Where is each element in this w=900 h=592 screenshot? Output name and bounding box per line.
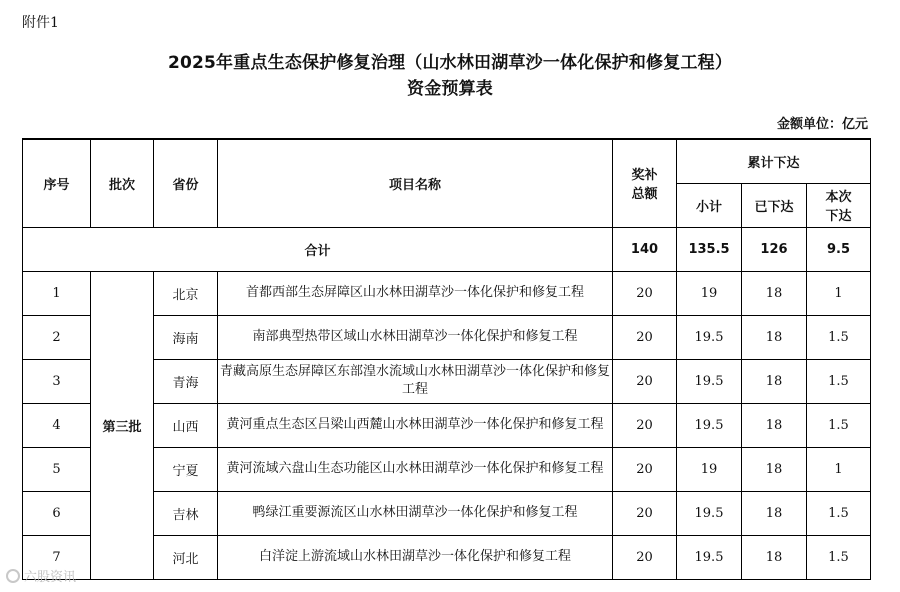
total-issued: 126 — [742, 227, 807, 271]
header-subsidy-total — [613, 139, 677, 227]
row-seq: 3 — [23, 359, 91, 403]
row-issued: 18 — [742, 359, 807, 403]
row-issued: 18 — [742, 315, 807, 359]
total-label: 合计 — [23, 227, 613, 271]
total-row — [23, 227, 871, 271]
total-current: 9.5 — [807, 227, 871, 271]
row-issued: 18 — [742, 535, 807, 579]
row-subsidy: 20 — [613, 447, 677, 491]
header-subsidy-line2: 总额 — [631, 187, 658, 203]
row-seq: 4 — [23, 403, 91, 447]
row-seq: 2 — [23, 315, 91, 359]
row-province: 海南 — [154, 315, 218, 359]
header-current — [807, 183, 871, 227]
header-subsidy-line1: 奖补 — [631, 168, 658, 184]
row-subsidy: 20 — [613, 491, 677, 535]
row-project: 黄河流域六盘山生态功能区山水林田湖草沙一体化保护和修复工程 — [218, 447, 613, 491]
row-current: 1.5 — [807, 535, 871, 579]
row-seq: 6 — [23, 491, 91, 535]
document-title: 2025年重点生态保护修复治理（山水林田湖草沙一体化保护和修复工程） — [167, 53, 733, 73]
row-subtotal: 19 — [677, 271, 742, 315]
row-seq: 7 — [23, 535, 91, 579]
row-project: 首都西部生态屏障区山水林田湖草沙一体化保护和修复工程 — [218, 271, 613, 315]
budget-table — [22, 138, 871, 580]
row-subtotal: 19.5 — [677, 535, 742, 579]
watermark-logo-icon — [6, 569, 20, 583]
table-row — [23, 271, 871, 315]
unit-label: 金额单位：亿元 — [776, 117, 868, 132]
row-issued: 18 — [742, 403, 807, 447]
row-province: 河北 — [154, 535, 218, 579]
attachment-label: 附件1 — [22, 15, 59, 31]
row-subsidy: 20 — [613, 315, 677, 359]
row-subsidy: 20 — [613, 271, 677, 315]
row-subtotal: 19.5 — [677, 491, 742, 535]
batch-cell: 第三批 — [91, 271, 154, 579]
header-current-line2: 下达 — [825, 209, 852, 224]
row-project: 鸭绿江重要源流区山水林田湖草沙一体化保护和修复工程 — [218, 491, 613, 535]
watermark — [6, 566, 76, 585]
row-subtotal: 19 — [677, 447, 742, 491]
document-subtitle: 资金预算表 — [407, 79, 493, 99]
row-current: 1 — [807, 447, 871, 491]
row-subtotal: 19.5 — [677, 403, 742, 447]
header-batch: 批次 — [91, 139, 154, 227]
row-project: 青藏高原生态屏障区东部湟水流域山水林田湖草沙一体化保护和修复工程 — [218, 359, 613, 403]
row-province: 北京 — [154, 271, 218, 315]
row-province: 山西 — [154, 403, 218, 447]
row-issued: 18 — [742, 447, 807, 491]
row-province: 宁夏 — [154, 447, 218, 491]
row-province: 吉林 — [154, 491, 218, 535]
row-seq: 1 — [23, 271, 91, 315]
row-subtotal: 19.5 — [677, 315, 742, 359]
header-current-line1: 本次 — [825, 190, 852, 205]
row-issued: 18 — [742, 271, 807, 315]
row-project: 南部典型热带区域山水林田湖草沙一体化保护和修复工程 — [218, 315, 613, 359]
row-subsidy: 20 — [613, 535, 677, 579]
watermark-text: 六股资讯 — [24, 570, 77, 585]
row-current: 1.5 — [807, 359, 871, 403]
row-subsidy: 20 — [613, 359, 677, 403]
header-subtotal: 小计 — [677, 183, 742, 227]
row-subsidy: 20 — [613, 403, 677, 447]
row-province: 青海 — [154, 359, 218, 403]
row-current: 1.5 — [807, 403, 871, 447]
header-cumulative: 累计下达 — [677, 139, 871, 183]
header-seq: 序号 — [23, 139, 91, 227]
total-subtotal: 135.5 — [677, 227, 742, 271]
row-project: 黄河重点生态区吕梁山西麓山水林田湖草沙一体化保护和修复工程 — [218, 403, 613, 447]
row-current: 1.5 — [807, 315, 871, 359]
header-province: 省份 — [154, 139, 218, 227]
row-current: 1.5 — [807, 491, 871, 535]
row-issued: 18 — [742, 491, 807, 535]
row-project: 白洋淀上游流域山水林田湖草沙一体化保护和修复工程 — [218, 535, 613, 579]
header-project: 项目名称 — [218, 139, 613, 227]
total-subsidy: 140 — [613, 227, 677, 271]
row-seq: 5 — [23, 447, 91, 491]
row-subtotal: 19.5 — [677, 359, 742, 403]
row-current: 1 — [807, 271, 871, 315]
header-issued: 已下达 — [742, 183, 807, 227]
